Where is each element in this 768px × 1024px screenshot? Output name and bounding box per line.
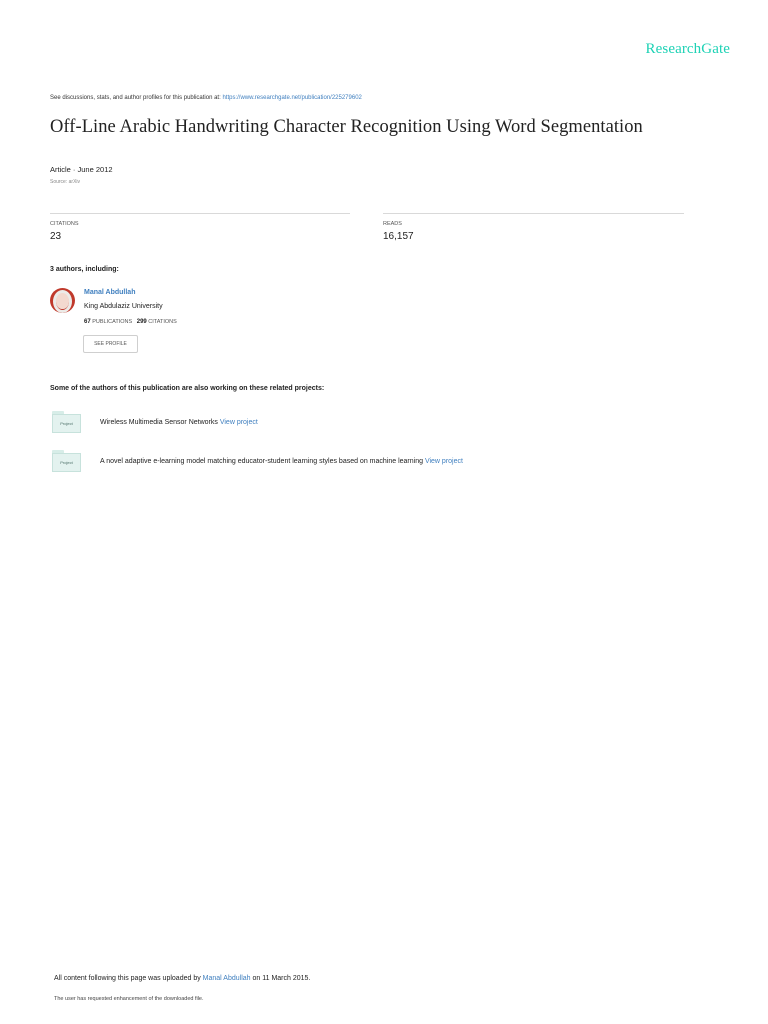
upload-prefix: All content following this page was uploaded by [54, 975, 201, 982]
project-folder-icon [52, 450, 81, 472]
article-type-date: Article · June 2012 [50, 165, 113, 174]
author-publications-label: PUBLICATIONS [92, 319, 133, 325]
view-project-link[interactable]: View project [219, 419, 258, 426]
author-name-link[interactable]: Manal Abdullah [84, 289, 136, 296]
citations-label: CITATIONS [50, 221, 79, 227]
upload-notice [54, 975, 310, 982]
publication-url-link[interactable]: https://www.researchgate.net/publication/225279602 [222, 95, 362, 101]
reads-count: 16,157 [383, 231, 414, 242]
reads-divider [383, 213, 684, 214]
reads-label: READS [383, 221, 402, 227]
uploader-link[interactable]: Manal Abdullah [202, 975, 251, 982]
project-icon-label: Project [60, 421, 73, 426]
researchgate-logo[interactable]: ResearchGate [645, 41, 730, 57]
discussion-text: See discussions, stats, and author profiles for this publication at: [50, 95, 221, 101]
author-stats [84, 319, 177, 325]
author-institution: King Abdulaziz University [84, 303, 163, 310]
avatar-headscarf [53, 290, 72, 313]
citations-count: 23 [50, 231, 62, 242]
author-citations-label: CITATIONS [148, 319, 177, 325]
citations-divider [50, 213, 350, 214]
project-item [100, 458, 463, 465]
related-projects-heading: Some of the authors of this publication are also working on these related projects: [50, 385, 325, 392]
discussion-line [50, 95, 362, 101]
publication-title: Off-Line Arabic Handwriting Character Recognition Using Word Segmentation [50, 117, 643, 137]
project-folder-icon [52, 411, 81, 433]
project-item [100, 419, 258, 426]
view-project-link[interactable]: View project [424, 458, 463, 465]
author-citations-count: 299 [136, 319, 147, 325]
see-profile-button[interactable]: SEE PROFILE [83, 335, 138, 353]
authors-heading: 3 authors, including: [50, 266, 119, 273]
publication-source: Source: arXiv [50, 179, 81, 185]
author-publications-count: 67 [84, 319, 91, 325]
upload-date: on 11 March 2015. [252, 975, 311, 982]
project-title: A novel adaptive e-learning model matching educator-student learning styles based on machine learning [100, 458, 423, 465]
enhancement-note: The user has requested enhancement of the downloaded file. [54, 996, 204, 1002]
author-avatar[interactable] [50, 288, 75, 313]
project-title: Wireless Multimedia Sensor Networks [100, 419, 218, 426]
project-icon-label: Project [60, 460, 73, 465]
